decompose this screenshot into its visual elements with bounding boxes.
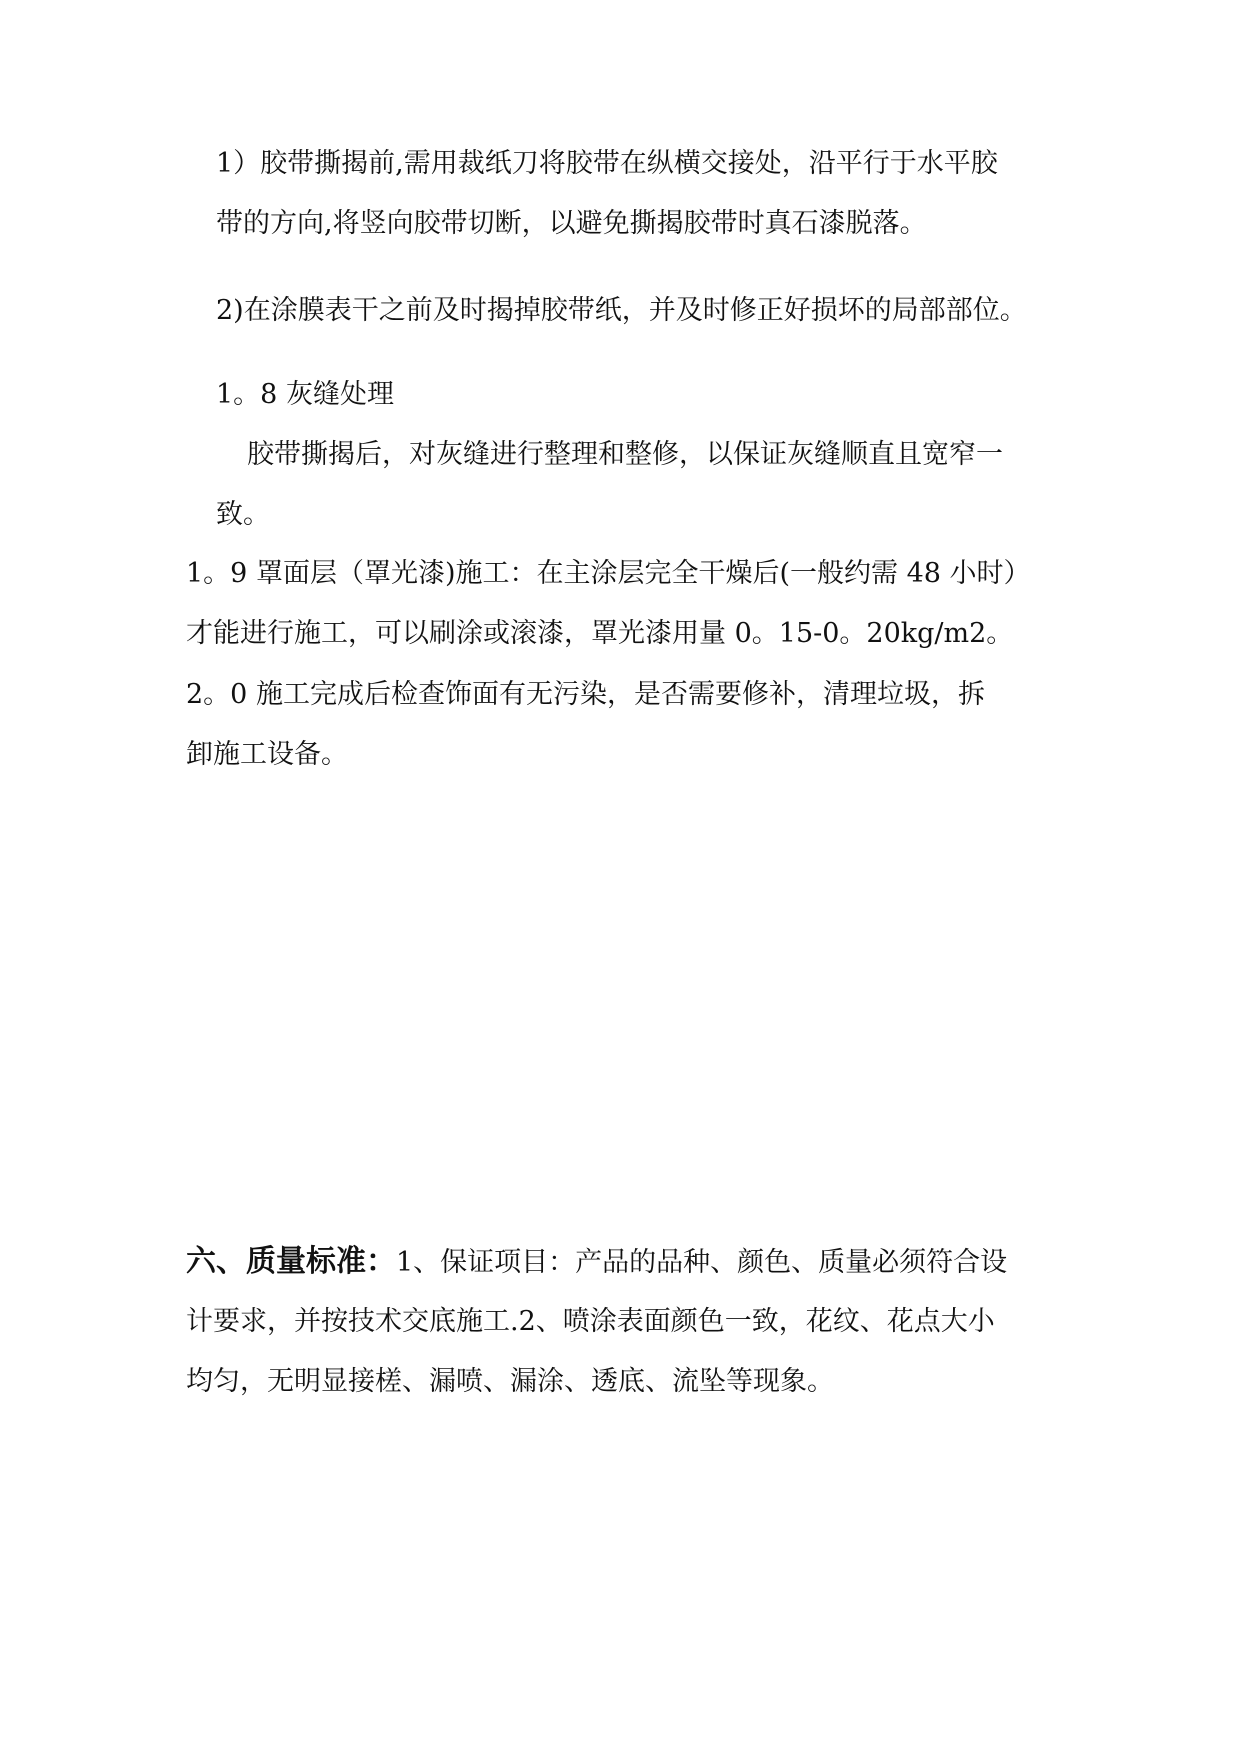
section-1-9-line-2: 才能进行施工，可以刷涂或滚漆，罩光漆用量 0。15-0。20kg/m2。 (186, 618, 1014, 649)
section-6-line-1-text: 1、保证项目：产品的品种、颜色、质量必须符合设 (396, 1247, 1008, 1278)
section-2-0-line-2: 卸施工设备。 (186, 739, 348, 770)
p1-line-1: 1）胶带撕揭前,需用裁纸刀将胶带在纵横交接处，沿平行于水平胶 (216, 148, 998, 179)
section-6-line-1 (186, 1244, 1007, 1281)
section-1-8-title: 1。8 灰缝处理 (216, 379, 394, 410)
section-6-line-2: 计要求，并按技术交底施工.2、喷涂表面颜色一致，花纹、花点大小 (186, 1306, 995, 1337)
section-2-0-line-1: 2。0 施工完成后检查饰面有无污染，是否需要修补，清理垃圾，拆 (186, 679, 985, 710)
p2-line: 2)在涂膜表干之前及时揭掉胶带纸，并及时修正好损坏的局部部位。 (216, 295, 1027, 326)
section-6-line-3: 均匀，无明显接槎、漏喷、漏涂、透底、流坠等现象。 (186, 1366, 834, 1397)
section-1-9-line-1: 1。9 罩面层（罩光漆)施工：在主涂层完全干燥后(一般约需 48 小时） (186, 558, 1031, 589)
p1-line-2: 带的方向,将竖向胶带切断，以避免撕揭胶带时真石漆脱落。 (216, 208, 927, 239)
section-6-heading: 六、质量标准： (186, 1244, 396, 1279)
section-1-8-line-1: 胶带撕揭后，对灰缝进行整理和整修，以保证灰缝顺直且宽窄一 (247, 439, 1003, 470)
section-1-8-line-2: 致。 (216, 499, 270, 530)
